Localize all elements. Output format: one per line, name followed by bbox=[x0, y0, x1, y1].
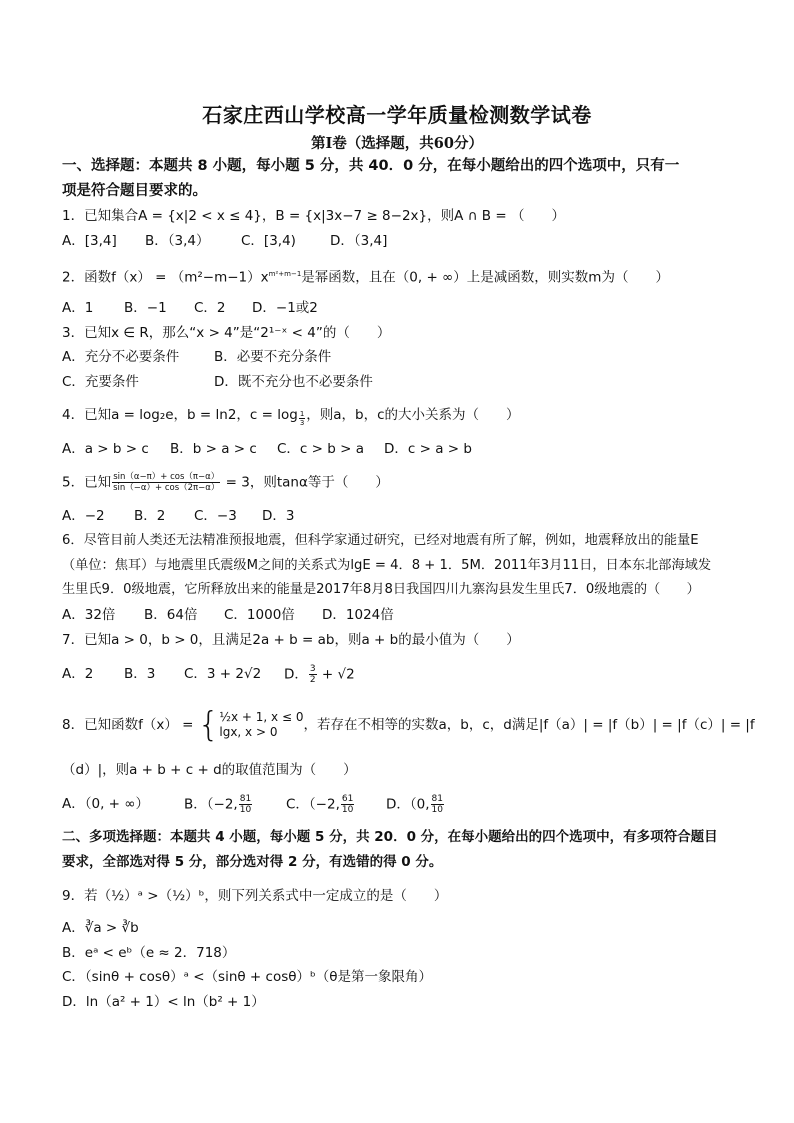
q6-line2: （单位：焦耳）与地震里氏震级M之间的关系式为lgE = 4．8 + 1．5M．2011年3月11日，日本东北部海域发 bbox=[62, 558, 712, 573]
q5-option-a: A．−2 bbox=[62, 508, 105, 524]
q1-option-d: D．（3,4] bbox=[330, 233, 388, 249]
q8-stem-part2: ，若存在不相等的实数a，b，c，d满足|f（a）| = |f（b）| = |f（c）| = |f bbox=[303, 717, 755, 733]
q9-stem: 9．若（½）ᵃ >（½）ᵇ，则下列关系式中一定成立的是（ ） bbox=[62, 888, 448, 904]
q9-option-b: B．eᵃ < eᵇ（e ≈ 2．718） bbox=[62, 945, 236, 961]
q5-option-b: B．2 bbox=[134, 508, 166, 524]
q3-option-b: B．必要不充分条件 bbox=[214, 349, 332, 365]
q4-stem-part2: ，则a，b，c的大小关系为（ ） bbox=[306, 407, 520, 423]
section1-heading-line2: 项是符合题目要求的。 bbox=[62, 183, 207, 199]
exam-subtitle: 第Ⅰ卷（选择题，共60分） bbox=[311, 135, 483, 152]
q5-option-d: D．3 bbox=[262, 508, 295, 524]
q5-option-c: C．−3 bbox=[194, 508, 237, 524]
q3-option-a: A．充分不必要条件 bbox=[62, 349, 180, 365]
q7-option-c: C．3 + 2√2 bbox=[184, 666, 262, 682]
q9-option-d: D．ln（a² + 1）< ln（b² + 1） bbox=[62, 994, 265, 1010]
q2-option-d: D．−1或2 bbox=[252, 300, 318, 316]
q5-fraction bbox=[112, 472, 220, 493]
q4-stem-part1: 4．已知a = log₂e，b = ln2，c = log bbox=[62, 407, 298, 423]
q2-option-b: B．−1 bbox=[124, 300, 167, 316]
section2-heading-line1: 二、多项选择题：本题共 4 小题，每小题 5 分，共 20．0 分，在每小题给出的四个选项中，有多项符合题目 bbox=[62, 829, 718, 845]
q4-option-a: A．a > b > c bbox=[62, 441, 149, 457]
q8-brace: { bbox=[197, 705, 220, 745]
q8-stem-part1: 8．已知函数f（x） = bbox=[62, 717, 198, 733]
section1-heading-line1: 一、选择题：本题共 8 小题，每小题 5 分，共 40．0 分，在每小题给出的四个选项中，只有一 bbox=[62, 158, 680, 174]
q1-option-a: A．[3,4] bbox=[62, 233, 117, 249]
q7-option-d: D． $\frac{3}{2}$ + √2 bbox=[284, 664, 355, 685]
q2-option-a: A．1 bbox=[62, 300, 94, 316]
q2-stem bbox=[62, 264, 669, 288]
q7-option-a: A．2 bbox=[62, 666, 94, 682]
q4-option-d: D．c > a > b bbox=[384, 441, 472, 457]
q8-option-b: B．（−2, $\frac{81}{10}$ bbox=[184, 794, 252, 815]
q1-option-b: B．（3,4） bbox=[145, 233, 210, 249]
q7-option-d-fraction: $\frac{3}{2}$ bbox=[309, 664, 316, 685]
q5-numerator: sin（α−π）+ cos（π−α） bbox=[113, 472, 220, 482]
q2-exponent: m²+m−1 bbox=[268, 270, 302, 278]
q8-case1: ½x + 1, x ≤ 0 bbox=[219, 710, 304, 724]
exam-title: 石家庄西山学校高一学年质量检测数学试卷 bbox=[202, 103, 592, 127]
q6-line3: 生里氏9．0级地震，它所释放出来的能量是2017年8月8日我国四川九寨沟县发生里氏7．0级地震的（ ） bbox=[62, 582, 700, 597]
q5-stem-part1: 5．已知 bbox=[62, 474, 112, 491]
q4-log-base: $\frac{1}{3}$ bbox=[299, 410, 305, 427]
q6-line1: 6．尽管目前人类还无法精准预报地震，但科学家通过研究，已经对地震有所了解，例如，地震释放出的能量E bbox=[62, 533, 699, 548]
q4-option-b: B．b > a > c bbox=[170, 441, 257, 457]
q2-stem-part1: 2．函数f（x） = （m²−m−1）x bbox=[62, 269, 269, 286]
q9-option-c: C．（sinθ + cosθ）ᵃ <（sinθ + cosθ）ᵇ（θ是第一象限角） bbox=[62, 969, 433, 985]
q7-option-b: B．3 bbox=[124, 666, 156, 682]
q3-option-d: D．既不充分也不必要条件 bbox=[214, 374, 373, 390]
q8-piecewise bbox=[219, 710, 303, 740]
q2-stem-part2: 是幂函数，且在（0, + ∞）上是减函数，则实数m为（ ） bbox=[301, 269, 669, 286]
q5-stem bbox=[62, 472, 389, 493]
q4-stem bbox=[62, 405, 520, 427]
q6-option-c: C．1000倍 bbox=[224, 607, 295, 623]
q6-option-a: A．32倍 bbox=[62, 607, 116, 623]
q8-option-c: C．（−2, $\frac{61}{10}$ bbox=[286, 794, 354, 815]
q2-option-c: C．2 bbox=[194, 300, 226, 316]
q8-stem-line2: （d）|，则a + b + c + d的取值范围为（ ） bbox=[62, 762, 357, 778]
q7-stem: 7．已知a > 0，b > 0，且满足2a + b = ab，则a + b的最小值为（ ） bbox=[62, 632, 520, 648]
q4-option-c: C．c > b > a bbox=[277, 441, 364, 457]
q1-stem: 1．已知集合A = {x|2 < x ≤ 4}，B = {x|3x−7 ≥ 8−2x}，则A ∩ B = （ ） bbox=[62, 208, 565, 224]
q8-option-a: A．（0, + ∞） bbox=[62, 796, 150, 812]
q8-stem bbox=[62, 705, 755, 745]
q9-option-a: A．∛a > ∛b bbox=[62, 920, 139, 936]
q8-option-d: D．（0, $\frac{81}{10}$ bbox=[386, 794, 443, 815]
q3-stem: 3．已知x ∈ R，那么“x > 4”是“2¹⁻ˣ < 4”的（ ） bbox=[62, 325, 391, 341]
q5-denominator: sin（−α）+ cos（2π−α） bbox=[113, 483, 220, 493]
q6-option-d: D．1024倍 bbox=[322, 607, 394, 623]
q6-option-b: B．64倍 bbox=[144, 607, 198, 623]
section2-heading-line2: 要求，全部选对得 5 分，部分选对得 2 分，有选错的得 0 分。 bbox=[62, 854, 443, 870]
q3-option-c: C．充要条件 bbox=[62, 374, 139, 390]
q8-case2: lgx, x > 0 bbox=[219, 725, 278, 739]
q5-stem-part2: = 3，则tanα等于（ ） bbox=[221, 474, 389, 491]
q1-option-c: C．[3,4) bbox=[241, 233, 296, 249]
